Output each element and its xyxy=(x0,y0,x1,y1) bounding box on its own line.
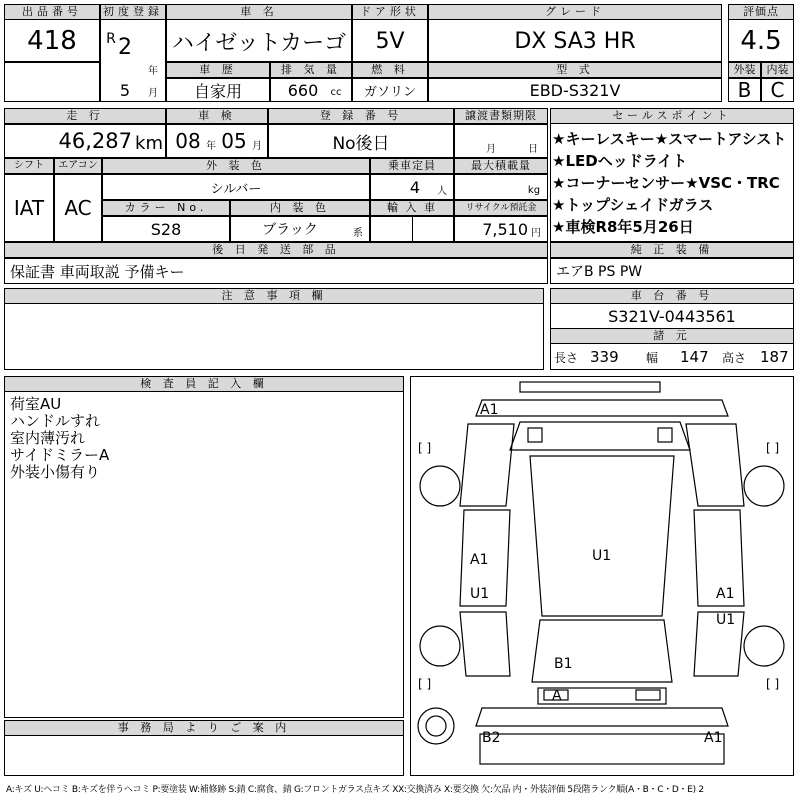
inspection-year-unit: 年 xyxy=(206,140,216,152)
bracket-front-left-icon: [ ] xyxy=(418,441,432,455)
year-unit: 年 xyxy=(148,65,158,77)
car-name-label: 車 名 xyxy=(166,4,352,20)
mileage-label: 走 行 xyxy=(4,108,166,124)
shift-label: シフト xyxy=(4,158,54,174)
usage-label: 車 歴 xyxy=(166,62,270,78)
exterior-label: 外装 xyxy=(728,62,761,78)
mileage: 46,287 xyxy=(58,129,132,153)
notes-label: 注 意 事 項 欄 xyxy=(4,288,544,304)
bracket-rear-left-icon: [ ] xyxy=(418,677,432,691)
sales-point-4: ★トップシェイドガラス xyxy=(552,196,714,214)
ac: AC xyxy=(64,196,92,220)
front-door-right-shape xyxy=(686,424,744,506)
windshield-shape xyxy=(510,422,690,450)
grade: DX SA3 HR xyxy=(514,28,636,54)
sales-point-5: ★車検R8年5月26日 xyxy=(552,218,694,236)
fuel: ガソリン xyxy=(363,84,416,100)
usage: 自家用 xyxy=(193,81,242,101)
int-color-unit: 系 xyxy=(353,227,363,239)
reg-number: No後日 xyxy=(332,133,390,154)
inspection-year: 08 xyxy=(175,129,201,153)
first-reg-label: 初度登録 xyxy=(100,4,166,20)
door-type: 5V xyxy=(375,28,405,54)
displacement-label: 排 気 量 xyxy=(270,62,352,78)
reg-year: 2 xyxy=(118,34,132,60)
displacement: 660 xyxy=(287,80,319,100)
ext-color-label: 外 装 色 xyxy=(102,158,370,174)
damage-mark: U1 xyxy=(470,586,490,602)
height-label: 高さ xyxy=(722,350,747,365)
color-no: S28 xyxy=(150,219,182,239)
damage-mark: A1 xyxy=(470,552,489,568)
color-no-label: カラー No. xyxy=(102,200,230,216)
capacity: 4 xyxy=(409,177,421,197)
shift: IAT xyxy=(13,196,45,220)
recycle-label: リサイクル預託金 xyxy=(454,200,548,216)
wiper-left-shape xyxy=(528,428,542,442)
equipment-label: 純 正 装 備 xyxy=(550,242,794,258)
equipment: エアB PS PW xyxy=(556,264,643,280)
inspector-line-2: ハンドルすれ xyxy=(10,412,101,430)
roof-shape xyxy=(530,456,674,616)
model-label: 型 式 xyxy=(428,62,722,78)
grade-label: グレード xyxy=(428,4,722,20)
damage-mark: A xyxy=(552,688,562,704)
width-label: 幅 xyxy=(646,350,659,365)
wheel-front-left-shape xyxy=(420,466,460,506)
front-bumper-shape xyxy=(476,400,728,416)
inspection-label: 車 検 xyxy=(166,108,268,124)
exterior-grade: B xyxy=(737,78,752,102)
reg-month: 5 xyxy=(119,80,131,100)
lot-empty-cell xyxy=(4,62,100,102)
chassis-label: 車 台 番 号 xyxy=(550,288,794,304)
sales-point-2: ★LEDヘッドライト xyxy=(552,152,688,170)
era: R xyxy=(106,31,116,47)
inspection-month: 05 xyxy=(221,129,247,153)
wheel-rear-right-shape xyxy=(744,626,784,666)
fuel-label: 燃 料 xyxy=(352,62,428,78)
office-label: 事 務 局 よ り ご 案 内 xyxy=(4,720,404,736)
length-label: 長さ xyxy=(554,350,579,365)
bracket-rear-right-icon: [ ] xyxy=(766,677,780,691)
reg-number-label: 登 録 番 号 xyxy=(268,108,454,124)
load-label: 最大積載量 xyxy=(454,158,548,174)
transfer-day-unit: 日 xyxy=(528,143,538,155)
interior-label: 内装 xyxy=(761,62,794,78)
inspection-month-unit: 月 xyxy=(252,140,262,152)
score: 4.5 xyxy=(740,26,782,56)
score-label: 評価点 xyxy=(728,4,794,20)
transfer-month-unit: 月 xyxy=(486,143,496,155)
damage-mark: A1 xyxy=(716,586,735,602)
length: 339 xyxy=(590,348,619,366)
parts-label: 後 日 発 送 部 品 xyxy=(4,242,548,258)
recycle: 7,510 xyxy=(482,219,528,239)
damage-mark: A1 xyxy=(704,730,723,746)
chassis-number: S321V-0443561 xyxy=(608,306,736,326)
interior-grade: C xyxy=(770,78,785,102)
rear-window-shape xyxy=(532,620,672,682)
sales-point-1: ★キーレスキー★スマートアシスト xyxy=(552,130,787,148)
inspector-label: 検 査 員 記 入 欄 xyxy=(4,376,404,392)
width: 147 xyxy=(680,348,709,366)
mileage-unit: km xyxy=(135,132,163,154)
int-color-label: 内 装 色 xyxy=(230,200,370,216)
model: EBD-S321V xyxy=(529,80,621,100)
damage-mark: B2 xyxy=(482,730,501,746)
displacement-unit: cc xyxy=(330,86,342,98)
dims-label: 諸 元 xyxy=(550,328,794,344)
inspector-line-4: サイドミラーA xyxy=(10,446,110,464)
wiper-right-shape xyxy=(658,428,672,442)
parts: 保証書 車両取説 予備キー xyxy=(10,262,185,281)
import-cell-2 xyxy=(412,216,454,242)
capacity-label: 乗車定員 xyxy=(370,158,454,174)
legend: A:キズ U:ヘコミ B:キズを伴うヘコミ P:要塗装 W:補修跡 S:錆 C:腐食、錆 G:フロントガラス点キズ XX:交換済み X:要交換 欠:欠品 内・外装評価 5段階ランク順(A・B・C・D・E) 2 xyxy=(6,785,704,795)
roof-rail-shape xyxy=(520,382,660,392)
ac-label: エアコン xyxy=(54,158,102,174)
side-panel-left-lower-shape xyxy=(460,612,510,676)
load-unit: kg xyxy=(527,184,541,196)
rear-lamp-right-shape xyxy=(636,690,660,700)
int-color: ブラック xyxy=(262,222,318,238)
sales-points-label: セールスポイント xyxy=(550,108,794,124)
damage-mark: B1 xyxy=(554,656,573,672)
damage-mark: U1 xyxy=(716,612,736,628)
rear-bumper-shape xyxy=(476,708,728,726)
floor-shape xyxy=(480,734,724,764)
month-unit: 月 xyxy=(148,87,158,99)
wheel-rear-left-shape xyxy=(420,626,460,666)
car-diagram xyxy=(410,376,794,776)
damage-mark: A1 xyxy=(480,402,499,418)
spare-tire-hub-shape xyxy=(426,716,446,736)
door-label: ドア形状 xyxy=(352,4,428,20)
lot-number: 418 xyxy=(27,26,77,56)
capacity-unit: 人 xyxy=(437,185,447,197)
car-name: ハイゼットカーゴ xyxy=(171,30,347,56)
damage-mark: U1 xyxy=(592,548,612,564)
inspector-line-3: 室内薄汚れ xyxy=(10,429,86,447)
transfer-label: 譲渡書類期限 xyxy=(454,108,548,124)
bracket-front-right-icon: [ ] xyxy=(766,441,780,455)
ext-color: シルバー xyxy=(210,181,262,197)
lot-label: 出品番号 xyxy=(4,4,100,20)
inspector-line-5: 外装小傷有り xyxy=(10,463,101,481)
inspector-line-1: 荷室AU xyxy=(10,395,62,413)
import-label: 輸 入 車 xyxy=(370,200,454,216)
sales-point-3: ★コーナーセンサー★VSC・TRC xyxy=(552,174,780,192)
front-door-left-shape xyxy=(460,424,514,506)
wheel-front-right-shape xyxy=(744,466,784,506)
height: 187 xyxy=(760,348,789,366)
recycle-unit: 円 xyxy=(531,227,541,239)
spare-tire-shape xyxy=(418,708,454,744)
